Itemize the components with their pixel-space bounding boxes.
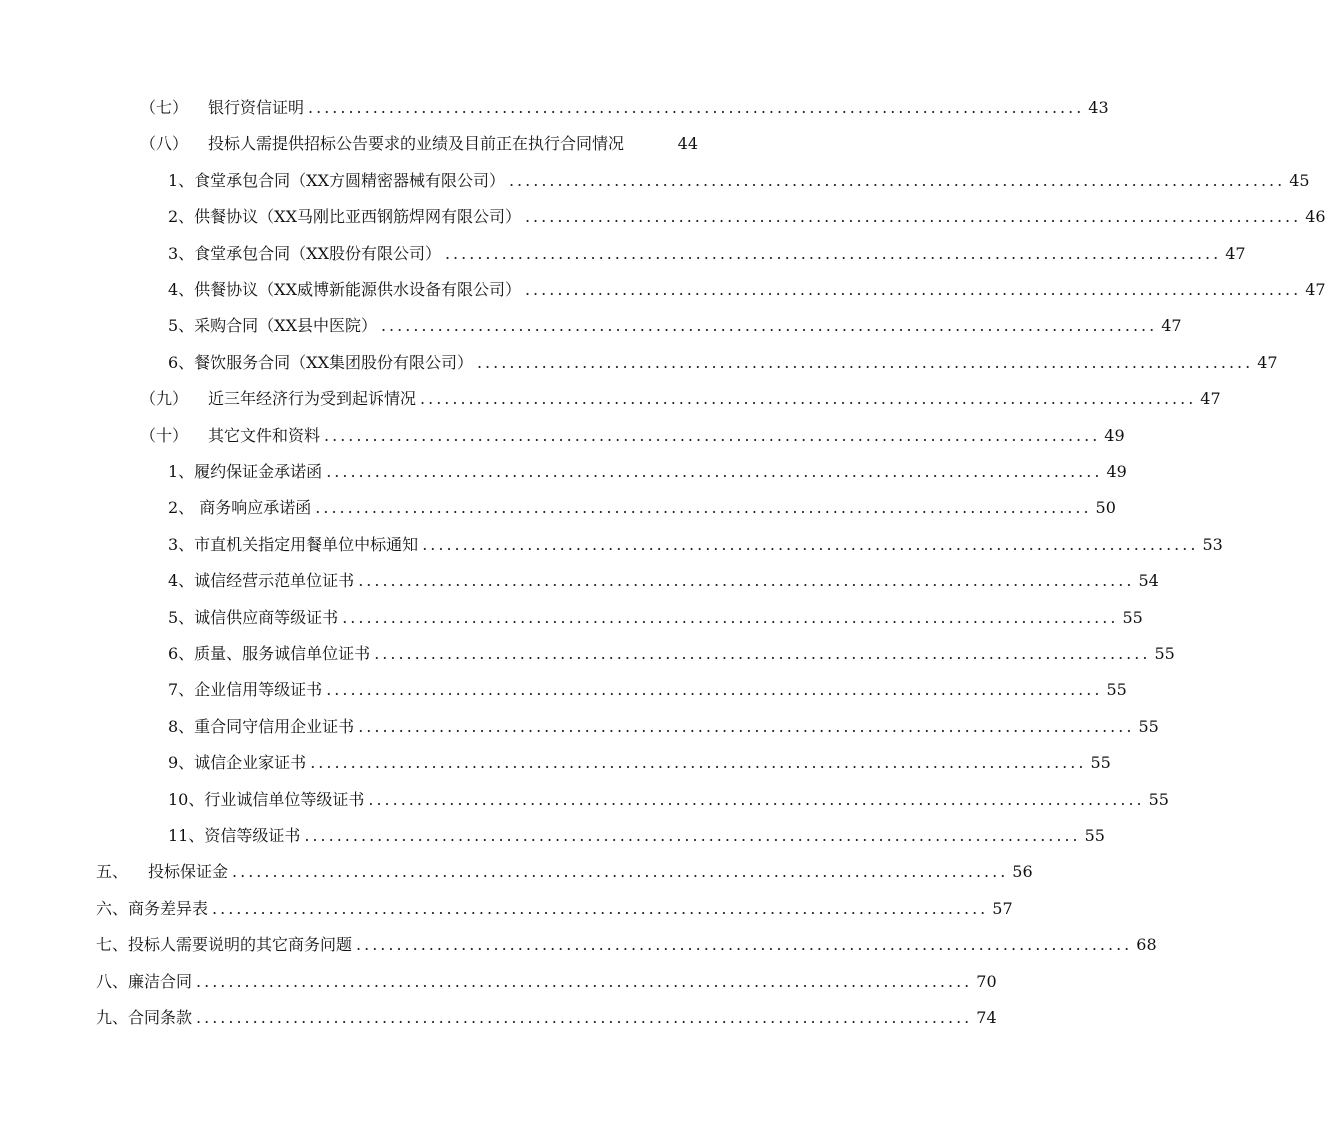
toc-page-number: 43: [1088, 98, 1109, 117]
toc-entry-text: 7、企业信用等级证书: [168, 680, 323, 700]
toc-page-number: 55: [1122, 607, 1143, 627]
toc-entry-title: [140, 381, 416, 417]
toc-page-number: 68: [1136, 935, 1157, 955]
toc-entry[interactable]: [168, 600, 1143, 636]
toc-page-number: 47: [1257, 352, 1278, 372]
toc-entry-text: 4、诚信经营示范单位证书: [168, 571, 355, 591]
toc-page-number: 50: [1095, 498, 1116, 518]
toc-entry-text: 2、供餐协议（XX马刚比亚西钢筋焊网有限公司）: [168, 207, 521, 227]
toc-page-number: 55: [1148, 789, 1169, 809]
toc-leader-dots: ................................................................................................: [196, 1008, 973, 1027]
toc-entry-title: [168, 490, 311, 526]
toc-page-number: 47: [1225, 243, 1246, 263]
toc-entry[interactable]: [140, 418, 1125, 454]
toc-entry-text: 5、采购合同（XX县中医院）: [168, 316, 377, 336]
toc-entry[interactable]: [168, 563, 1159, 599]
toc-entry-text: 11、资信等级证书: [168, 826, 301, 845]
toc-entry-title: [168, 345, 473, 381]
toc-entry-title: [168, 600, 338, 636]
toc-entry-title: [140, 90, 304, 126]
toc-page-number: 47: [1305, 280, 1326, 299]
toc-page-number: 47: [1161, 316, 1182, 336]
toc-entry-title: [140, 126, 624, 162]
toc-page-number: 49: [1104, 425, 1125, 445]
toc-page-number: 53: [1202, 534, 1223, 554]
toc-page-number: 70: [976, 971, 997, 991]
toc-page-number: 45: [1289, 170, 1310, 190]
toc-entry-text: 5、诚信供应商等级证书: [168, 607, 339, 627]
toc-entry-text: 近三年经济行为受到起诉情况: [208, 389, 417, 409]
toc-leader-dots: ................................................................................................: [342, 607, 1119, 627]
toc-entry-text: 6、质量、服务诚信单位证书: [168, 644, 371, 663]
toc-entry[interactable]: [140, 126, 698, 162]
toc-entry[interactable]: [96, 927, 1157, 963]
toc-page-number: 44: [677, 134, 698, 154]
toc-entry-title: [168, 782, 364, 818]
toc-entry-text: 七、投标人需要说明的其它商务问题: [96, 935, 353, 955]
toc-entry[interactable]: [168, 163, 1310, 199]
toc-entry[interactable]: [96, 854, 1033, 890]
toc-leader-dots: ................................................................................................: [324, 425, 1101, 445]
toc-page-number: 55: [1084, 826, 1105, 845]
toc-page-number: 55: [1138, 716, 1159, 736]
toc-entry-text: 1、食堂承包合同（XX方圆精密器械有限公司）: [168, 170, 505, 190]
toc-entry-title: [168, 563, 354, 599]
toc-entry-title: [96, 1000, 192, 1036]
toc-entry-text: 投标人需提供招标公告要求的业绩及目前正在执行合同情况: [208, 134, 625, 154]
toc-entry-text: 投标保证金: [148, 862, 229, 882]
toc-leader-dots: ................................................................................................: [212, 898, 989, 918]
toc-page-number: 57: [992, 898, 1013, 918]
toc-entry-text: 银行资信证明: [208, 98, 305, 117]
toc-leader-dots: ................................................................................................: [310, 753, 1087, 773]
toc-entry-text: 六、商务差异表: [96, 898, 209, 918]
toc-leader-dots: ................................................................................................: [476, 352, 1254, 372]
toc-entry-title: [168, 308, 377, 344]
toc-entry[interactable]: [168, 199, 1326, 235]
toc-entry-title: [140, 418, 320, 454]
toc-entry-text: 3、食堂承包合同（XX股份有限公司）: [168, 243, 441, 263]
toc-entry[interactable]: [168, 490, 1116, 526]
toc-entry-label: （九）: [140, 389, 189, 409]
toc-page-number: 54: [1138, 571, 1159, 591]
toc-entry[interactable]: [168, 745, 1111, 781]
toc-leader-dots: ................................................................................................: [420, 389, 1197, 409]
toc-leader-dots: ................................................................................................: [524, 280, 1302, 299]
toc-entry-title: [168, 636, 370, 672]
toc-entry-title: [168, 236, 441, 272]
toc-leader-dots: ................................................................................................: [524, 207, 1302, 227]
toc-leader-dots: ................................................................................................: [358, 716, 1135, 736]
toc-leader-dots: ................................................................................................: [196, 971, 973, 991]
toc-entry-title: [168, 745, 306, 781]
toc-entry-label: （十）: [140, 425, 189, 445]
toc-entry-text: 3、市直机关指定用餐单位中标通知: [168, 534, 419, 554]
toc-entry[interactable]: [96, 1000, 997, 1036]
toc-entry-title: [96, 927, 352, 963]
toc-entry[interactable]: [168, 636, 1175, 672]
toc-leader-dots: ................................................................................................: [308, 98, 1085, 117]
toc-page-number: 55: [1106, 680, 1127, 700]
toc-entry[interactable]: [168, 236, 1246, 272]
toc-entry[interactable]: [168, 527, 1223, 563]
toc-leader-dots: ................................................................................................: [356, 935, 1133, 955]
toc-entry-text: 1、履约保证金承诺函: [168, 462, 323, 481]
toc-entry-title: [168, 163, 505, 199]
toc-entry-title: [96, 854, 228, 890]
toc-entry[interactable]: [168, 454, 1127, 490]
toc-leader-dots: ................................................................................................: [444, 243, 1222, 263]
toc-leader-dots: ................................................................................................: [315, 498, 1092, 518]
toc-entry-text: 八、廉洁合同: [96, 971, 193, 991]
toc-entry-title: [168, 818, 300, 854]
toc-entry-text: 其它文件和资料: [208, 425, 321, 445]
toc-entry[interactable]: [140, 381, 1221, 417]
toc-page-number: 55: [1154, 644, 1175, 663]
toc-entry-title: [168, 527, 418, 563]
toc-leader-dots: ................................................................................................: [374, 644, 1151, 663]
toc-leader-dots: ................................................................................................: [326, 680, 1103, 700]
toc-entry-text: 九、合同条款: [96, 1008, 193, 1027]
toc-page-number: 46: [1305, 207, 1326, 227]
toc-entry-text: 4、供餐协议（XX威博新能源供水设备有限公司）: [168, 280, 521, 299]
toc-entry[interactable]: [168, 272, 1326, 308]
toc-entry-text: 6、餐饮服务合同（XX集团股份有限公司）: [168, 352, 473, 372]
toc-entry-label: （七）: [140, 98, 189, 117]
toc-entry-title: [168, 454, 322, 490]
toc-entry[interactable]: [96, 891, 1013, 927]
toc-page-number: 49: [1106, 462, 1127, 481]
toc-leader-dots: ................................................................................................: [422, 534, 1199, 554]
toc-leader-dots: ................................................................................................: [358, 571, 1135, 591]
toc-page-number: 74: [976, 1008, 997, 1027]
toc-entry-title: [96, 964, 192, 1000]
toc-entry-title: [168, 199, 521, 235]
toc-entry[interactable]: [168, 308, 1182, 344]
toc-entry[interactable]: [168, 782, 1169, 818]
toc-leader-dots: ................................................................................................: [368, 789, 1145, 809]
toc-entry[interactable]: [168, 709, 1159, 745]
toc-leader-dots: ................................................................................................: [304, 826, 1081, 845]
toc-entry[interactable]: [168, 672, 1127, 708]
toc-page-number: 55: [1090, 753, 1111, 773]
toc-entry[interactable]: [168, 345, 1278, 381]
toc-entry-title: [96, 891, 208, 927]
toc-entry-text: 9、诚信企业家证书: [168, 753, 307, 773]
toc-entry-title: [168, 709, 354, 745]
toc-entry-text: 2、 商务响应承诺函: [168, 498, 312, 518]
toc-entry[interactable]: [168, 818, 1105, 854]
toc-entry[interactable]: [140, 90, 1109, 126]
toc-entry-label: 五、: [96, 862, 129, 882]
toc-leader-dots: ................................................................................................: [326, 462, 1103, 481]
toc-entry-title: [168, 672, 322, 708]
toc-leader-dots: ................................................................................................: [232, 862, 1009, 882]
toc-page-number: 56: [1012, 862, 1033, 882]
toc-page-number: 47: [1200, 389, 1221, 409]
toc-entry[interactable]: [96, 964, 997, 1000]
toc-entry-title: [168, 272, 521, 308]
toc-entry-text: 8、重合同守信用企业证书: [168, 716, 355, 736]
toc-entry-text: 10、行业诚信单位等级证书: [168, 789, 365, 809]
toc-leader-dots: ................................................................................................: [508, 170, 1286, 190]
toc-leader-dots: ................................................................................................: [380, 316, 1158, 336]
toc-entry-label: （八）: [140, 134, 189, 154]
